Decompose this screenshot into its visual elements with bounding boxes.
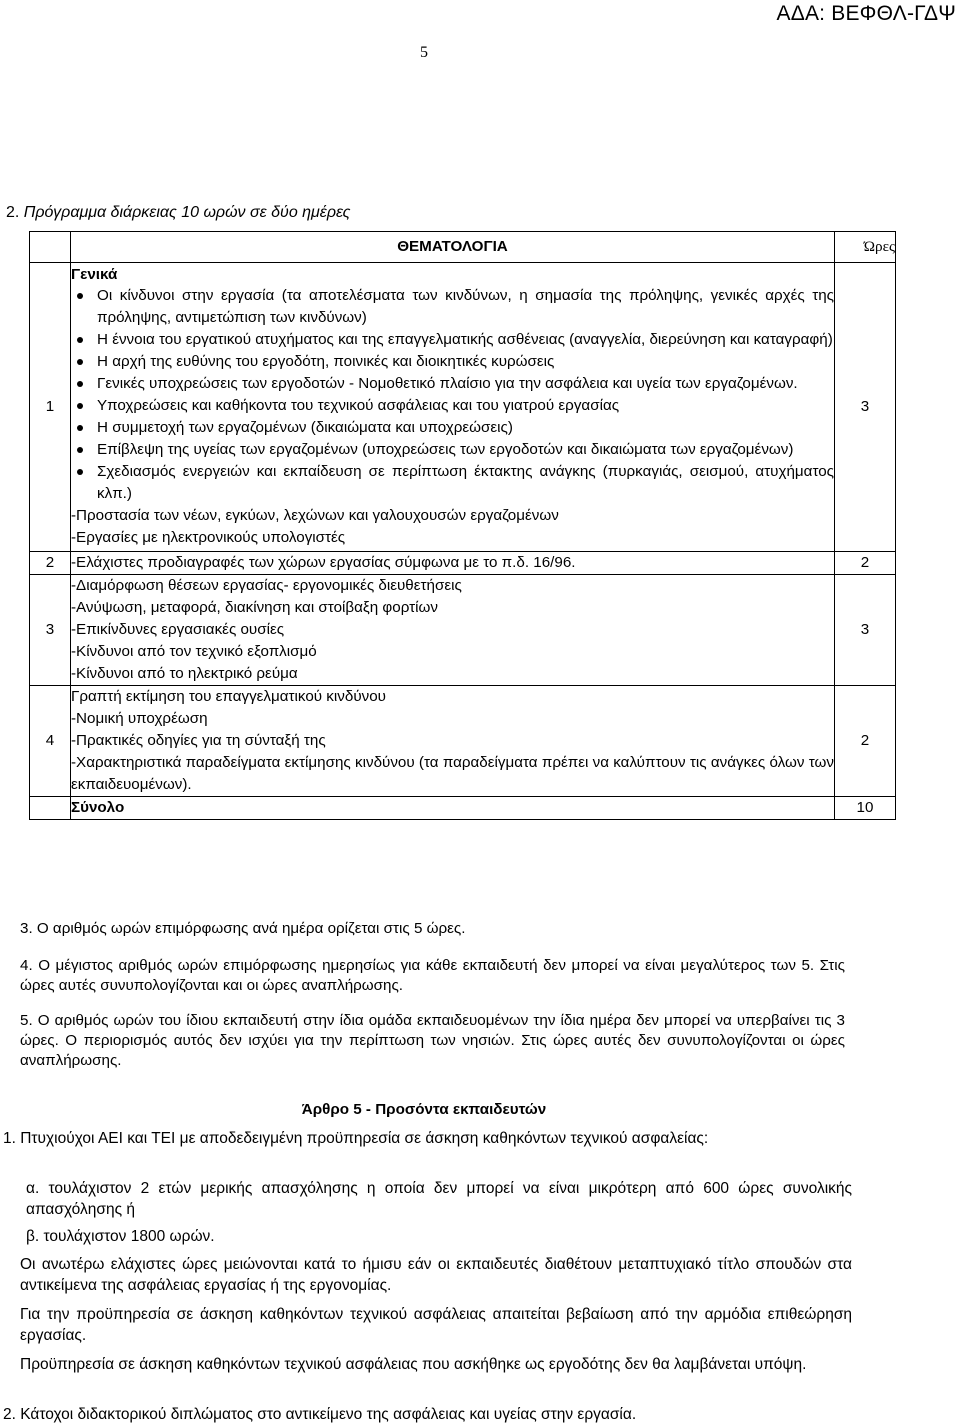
topic-line: -Κίνδυνοι από τον τεχνικό εξοπλισμό — [71, 643, 317, 660]
topic-line: -Εργασίες με ηλεκτρονικούς υπολογιστές — [71, 529, 346, 546]
row-content — [71, 263, 835, 552]
section-title — [6, 204, 350, 222]
note-5: 5. Ο αριθμός ωρών του ίδιου εκπαιδευτή στην ίδια ομάδα εκπαιδευομένων την ίδια ημέρα δεν μπορεί να υπερβαίνει τις 3 ώρες. Ο περιορισμός αυτός δεν ισχύει για την περίπτωση των νησιών. Στις ώρες αυτές δεν συνυπολογίζονται οι ώρες αναπλήρωσης. — [20, 1012, 845, 1069]
paragraph-certificate: Για την προϋπηρεσία σε άσκηση καθηκόντων τεχνικού ασφάλειας απαιτείται βεβαίωση από την αρμόδια επιθεώρηση εργασίας. — [20, 1306, 852, 1344]
list-item: Η έννοια του εργατικού ατυχήματος και της επαγγελματικής ασθένειας (αναγγελία, διερεύνηση και καταγραφή) — [97, 329, 834, 351]
topic-line: -Προστασία των νέων, εγκύων, λεχώνων και γαλουχουσών εργαζομένων — [71, 507, 559, 524]
topic-line: -Ανύψωση, μεταφορά, διακίνηση και στοίβαξη φορτίων — [71, 599, 438, 616]
row-hours: 2 — [835, 686, 896, 797]
table-row — [30, 263, 896, 552]
row-number: 2 — [30, 552, 71, 575]
list-item: Η αρχή της ευθύνης του εργοδότη, ποινικές και διοικητικές κυρώσεις — [97, 351, 834, 373]
page-number: 5 — [420, 44, 428, 61]
qualification-1b: β. τουλάχιστον 1800 ωρών. — [26, 1228, 215, 1245]
curriculum-table — [29, 231, 896, 820]
topic-line: -Επικίνδυνες εργασιακές ουσίες — [71, 621, 285, 638]
general-title: Γενικά — [71, 266, 118, 283]
qualification-1a: α. τουλάχιστον 2 ετών μερικής απασχόλησης η οποία δεν μπορεί να είναι μικρότερη από 600 ώρες συνολικής απασχόλησης ή — [26, 1180, 852, 1218]
qualification-1: 1. Πτυχιούχοι ΑΕΙ και ΤΕΙ με αποδεδειγμένη προϋπηρεσία σε άσκηση καθηκόντων τεχνικού ασφαλείας: — [3, 1130, 709, 1147]
section-heading: Πρόγραμμα διάρκειας 10 ωρών σε δύο ημέρες — [23, 204, 351, 221]
paragraph-employer: Προϋπηρεσία σε άσκηση καθηκόντων τεχνικού ασφάλειας που ασκήθηκε ως εργοδότης δεν θα λαμβάνεται υπόψη. — [20, 1356, 807, 1373]
list-item: Επίβλεψη της υγείας των εργαζομένων (υποχρεώσεις των εργοδοτών και δικαιώματα των εργαζομένων) — [97, 439, 834, 461]
total-label: Σύνολο — [71, 797, 835, 820]
row-content — [71, 686, 835, 797]
row-number: 3 — [30, 575, 71, 686]
paragraph-reduction: Οι ανωτέρω ελάχιστες ώρες μειώνονται κατά το ήμισυ εάν οι εκπαιδευτές διαθέτουν μεταπτυχιακό τίτλο σπουδών στα αντικείμενα της ασφάλειας εργασίας ή της εργονομίας. — [20, 1256, 852, 1294]
topic-line: -Ελάχιστες προδιαγραφές των χώρων εργασίας σύμφωνα με το π.δ. 16/96. — [71, 554, 576, 571]
table-row — [30, 575, 896, 686]
row-content — [71, 575, 835, 686]
ada-stamp: ΑΔΑ: ΒΕΦΘΛ-ΓΔΨ — [776, 2, 956, 25]
topic-line: -Χαρακτηριστικά παραδείγματα εκτίμησης κινδύνου (τα παραδείγματα πρέπει να καλύπτουν τις ανάγκες όλων των εκπαιδευομένων). — [71, 754, 834, 793]
topic-line: -Πρακτικές οδηγίες για τη σύνταξή της — [71, 732, 326, 749]
total-row — [30, 797, 896, 820]
list-item: Γενικές υποχρεώσεις των εργοδοτών - Νομοθετικό πλαίσιο για την ασφάλεια και υγεία των εργαζομένων. — [97, 373, 834, 395]
list-item: Σχεδιασμός ενεργειών και εκπαίδευση σε περίπτωση έκτακτης ανάγκης (πυρκαγιάς, σεισμού, ατυχήματος κλπ.) — [97, 461, 834, 505]
list-item: Η συμμετοχή των εργαζομένων (δικαιώματα και υποχρεώσεις) — [97, 417, 834, 439]
table-header-row — [30, 232, 896, 263]
topic-line: -Νομική υποχρέωση — [71, 710, 208, 727]
table-row — [30, 686, 896, 797]
row-hours: 3 — [835, 575, 896, 686]
row-content — [71, 552, 835, 575]
list-item: Υποχρεώσεις και καθήκοντα του τεχνικού ασφάλειας και του γιατρού εργασίας — [97, 395, 834, 417]
row-hours: 3 — [835, 263, 896, 552]
table-row — [30, 552, 896, 575]
row-hours: 2 — [835, 552, 896, 575]
section-number: 2. — [6, 204, 20, 221]
hours-header: Ώρες — [835, 232, 896, 263]
qualification-2: 2. Κάτοχοι διδακτορικού διπλώματος στο αντικείμενο της ασφάλειας και υγείας στην εργασία. — [3, 1406, 637, 1423]
topic-list — [71, 285, 834, 505]
row-number: 1 — [30, 263, 71, 552]
note-4: 4. Ο μέγιστος αριθμός ωρών επιμόρφωσης ημερησίως για κάθε εκπαιδευτή δεν μπορεί να είναι μεγαλύτερος των 5. Στις ώρες αυτές συνυπολογίζονται και οι ώρες αναπλήρωσης. — [20, 957, 845, 994]
total-hours: 10 — [835, 797, 896, 820]
note-3: 3. Ο αριθμός ωρών επιμόρφωσης ανά ημέρα ορίζεται στις 5 ώρες. — [20, 920, 466, 937]
topic-line: -Κίνδυνοι από το ηλεκτρικό ρεύμα — [71, 665, 298, 682]
article-title: Άρθρο 5 - Προσόντα εκπαιδευτών — [301, 1101, 547, 1118]
theme-header: ΘΕΜΑΤΟΛΟΓΙΑ — [71, 232, 835, 263]
row-number: 4 — [30, 686, 71, 797]
topic-line: -Διαμόρφωση θέσεων εργασίας- εργονομικές διευθετήσεις — [71, 577, 462, 594]
list-item: Οι κίνδυνοι στην εργασία (τα αποτελέσματα των κινδύνων, η σημασία της πρόληψης, γενικές αρχές της πρόληψης, αντιμετώπιση των κινδύνων) — [97, 285, 834, 329]
topic-line: Γραπτή εκτίμηση του επαγγελματικού κινδύνου — [71, 688, 386, 705]
